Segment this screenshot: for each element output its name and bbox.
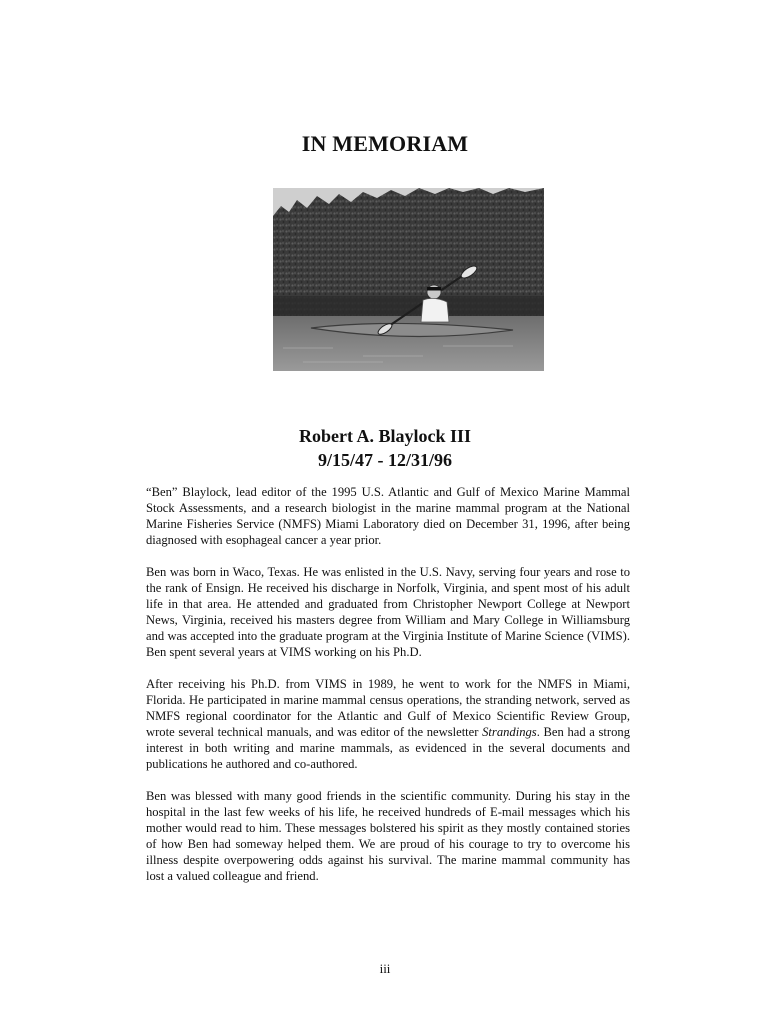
person-name: Robert A. Blaylock III	[298, 426, 471, 446]
name-and-dates	[0, 424, 770, 472]
memorial-photo	[273, 188, 544, 371]
paragraph-text: After receiving his Ph.D. from VIMS in 1989, he went to work for the NMFS in Miami, Florida. He participated in marine mammal census operations, the stranding network, served as NMFS regional coordinator for the Atlantic and Gulf of Mexico Scientific Review Group, wrote several technical manuals, and was editor of the newsletter	[146, 677, 630, 739]
newsletter-title: Strandings	[482, 725, 537, 739]
paragraph	[146, 788, 630, 884]
page-number: iii	[379, 961, 391, 976]
paragraph	[146, 676, 630, 772]
paragraph	[146, 484, 630, 548]
memorial-text	[146, 484, 630, 900]
paragraph-text: Ben was born in Waco, Texas. He was enlisted in the U.S. Navy, serving four years and rose to the rank of Ensign. He received his discharge in Norfolk, Virginia, and spent most of his adult life in that area. He attended and graduated from Christopher Newport College at Newport News, Virginia, received his masters degree from William and Mary College in Williamsburg and was accepted into the graduate program at the Virginia Institute of Marine Science (VIMS). Ben spent several years at VIMS working on his Ph.D.	[146, 565, 630, 659]
paragraph-text: Ben was blessed with many good friends in the scientific community. During his stay in the hospital in the last few weeks of his life, he received hundreds of E-mail messages which his mother would read to him. These messages bolstered his spirit as they mostly contained stories of how Ben had someway helped them. We are proud of his courage to try to overcome his illness despite overpowering odds against his survival. The marine mammal community has lost a valued colleague and friend.	[146, 789, 630, 883]
paragraph	[146, 564, 630, 660]
paragraph-text: . Ben had a strong interest in both writing and marine mammals, as evidenced in the several documents and publications he authored and co-authored.	[146, 725, 630, 771]
life-dates: 9/15/47 - 12/31/96	[318, 450, 452, 470]
page-title: IN MEMORIAM	[301, 131, 469, 156]
paragraph-text: “Ben” Blaylock, lead editor of the 1995 U.S. Atlantic and Gulf of Mexico Marine Mammal Stock Assessments, and a research biologist in the marine mammal program at the National Marine Fisheries Service (NMFS) Miami Laboratory died on December 31, 1996, after being diagnosed with esophageal cancer a year prior.	[146, 485, 630, 547]
